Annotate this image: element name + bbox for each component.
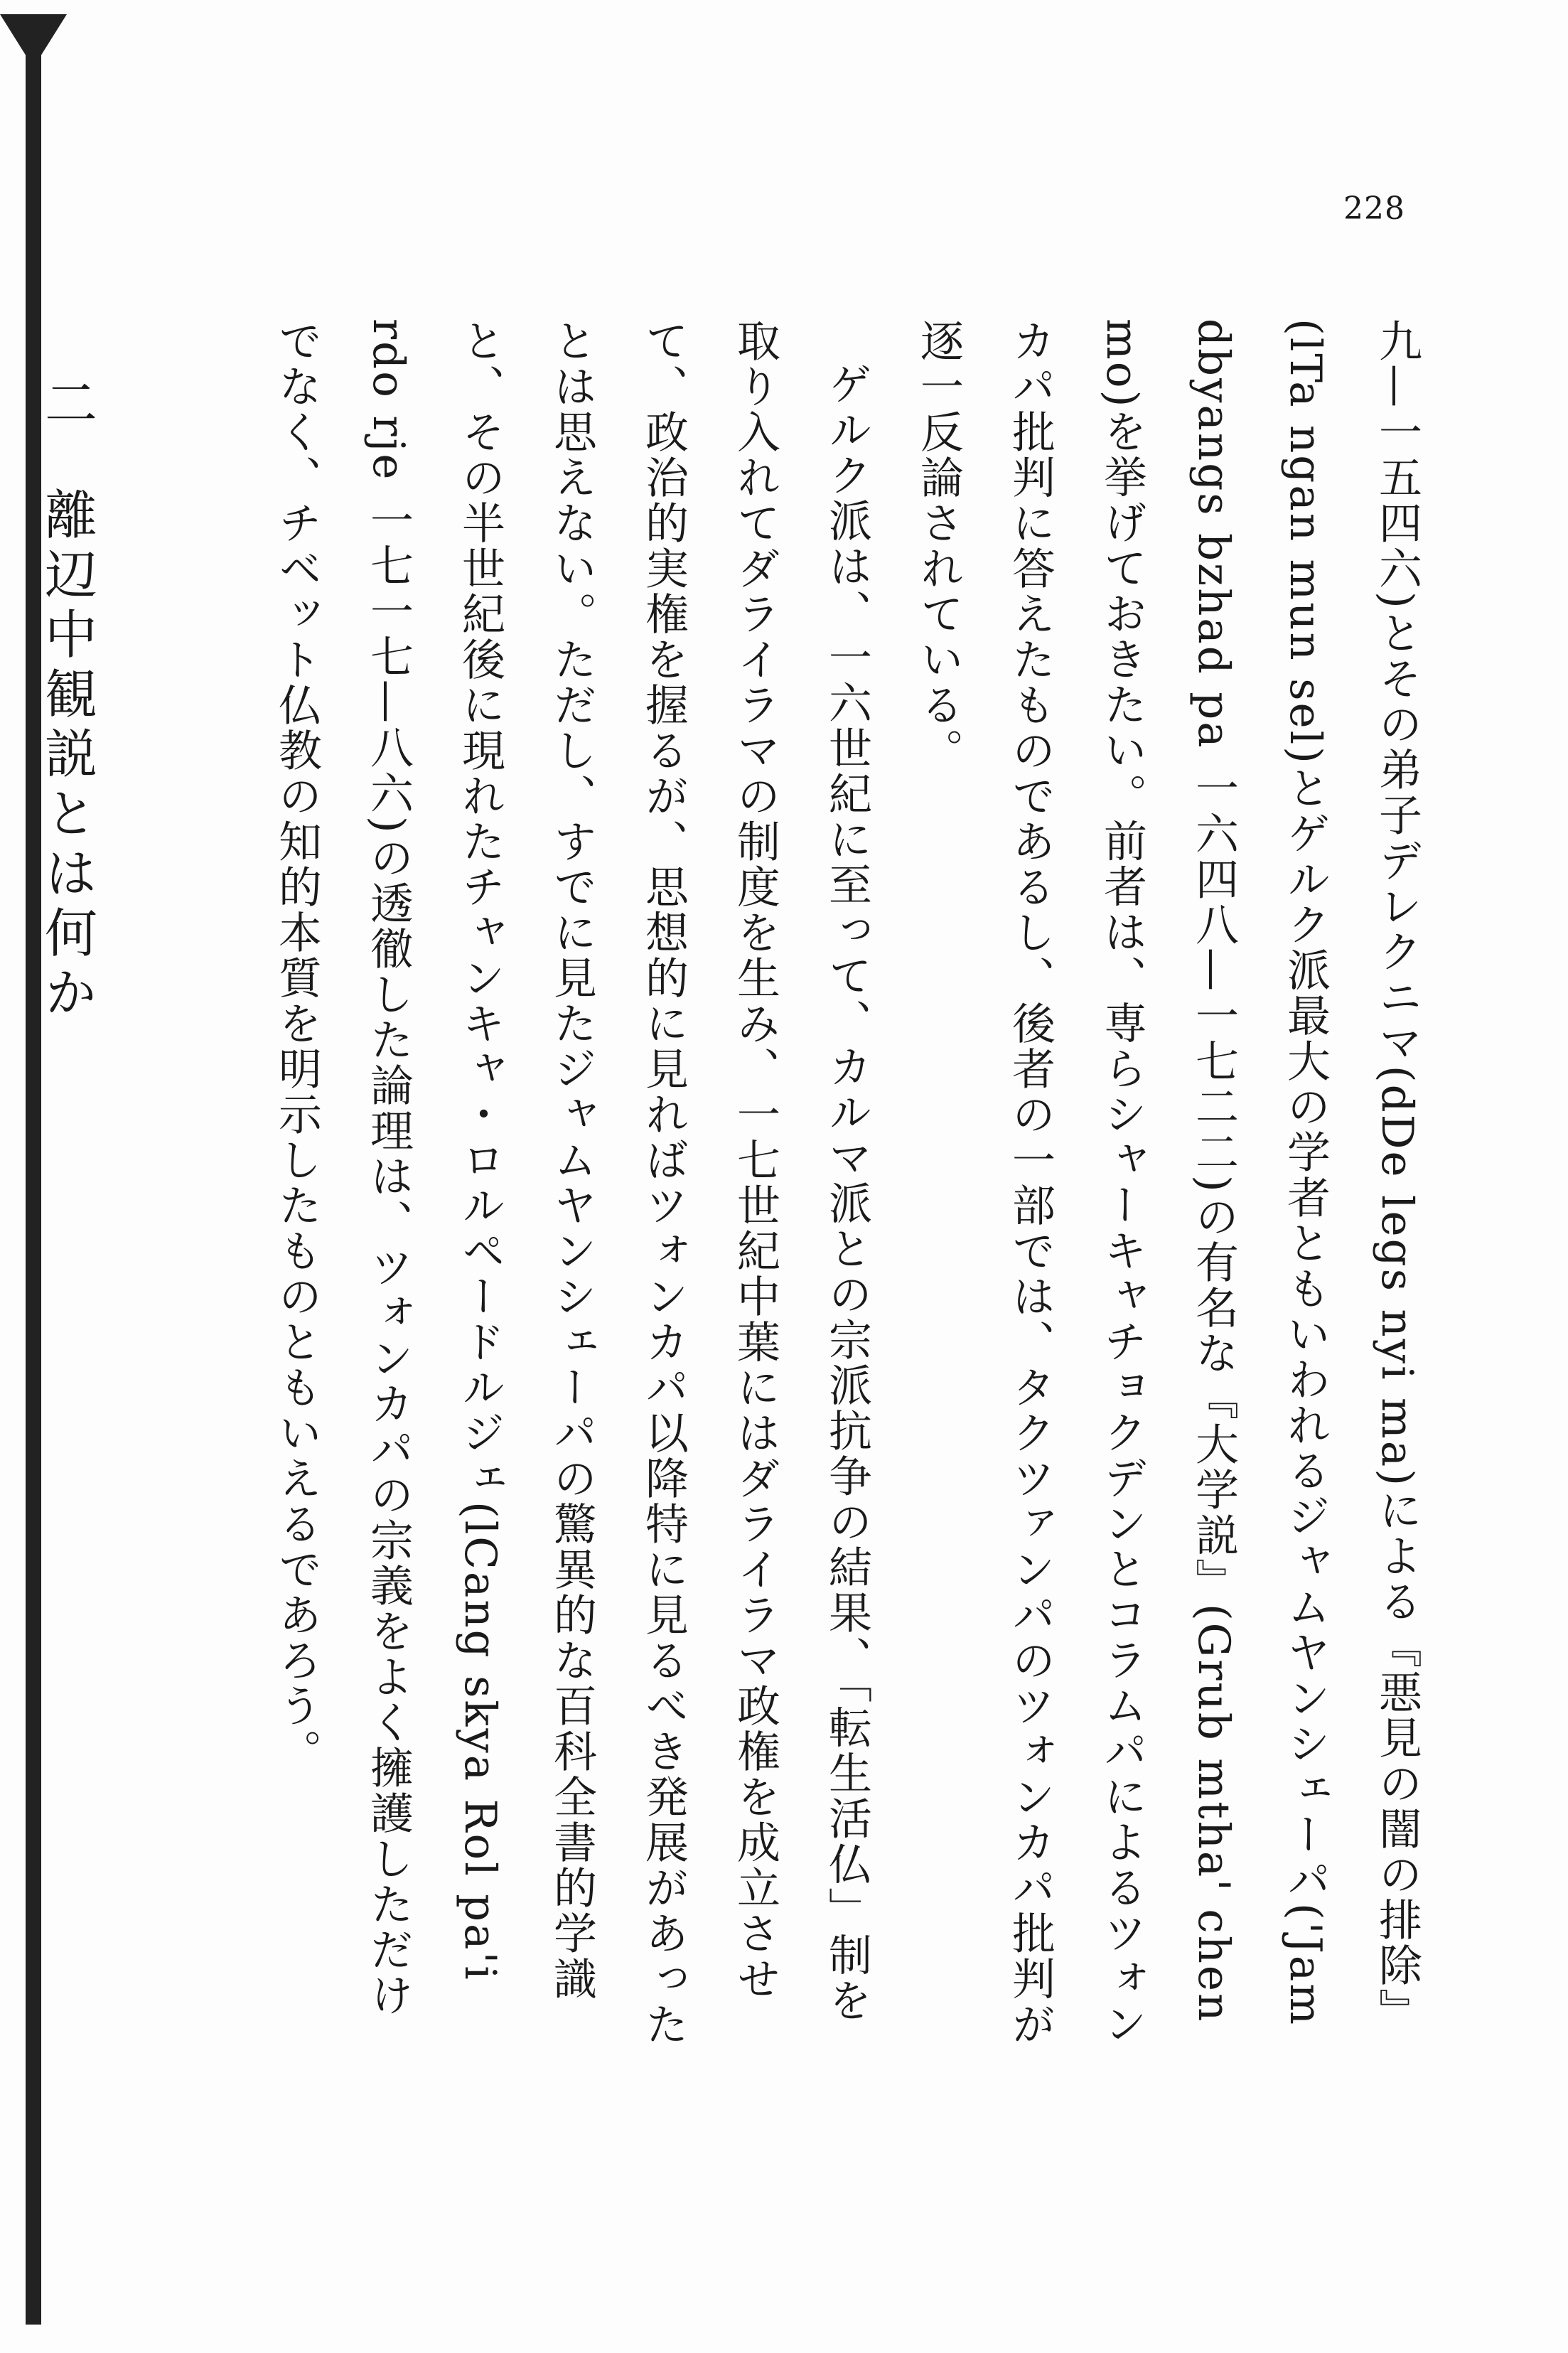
section-title: 離辺中観説とは何か bbox=[36, 487, 97, 1025]
paragraph-gelug: ゲルク派は、一六世紀に至って、カルマ派との宗派抗争の結果、「転生活仏」制を取り入れてダライラマの制度を生み、一七世紀中葉にはダライラマ政権を成立させて、政治的実権を握るが、思想的に見ればツォンカパ以降特に見るべき発展があったとは思えない。ただし、すでに見たジャムヤンシェーパの驚異的な百科全書的学識と、その半世紀後に現れたチャンキャ・ロルペードルジェ(lCang skya Rol pa'i rdo rje 一七一七—八六)の透徹した論理は、ツォンカパの宗義をよく擁護しただけでなく、チベット仏教の知的本質を明示したものともいえるであろう。 bbox=[272, 318, 872, 2047]
spacer bbox=[159, 318, 251, 2053]
paragraph-continued: 九—一五四六)とその弟子デレクニマ(dDe legs nyi ma)による『悪見の闇の排除』(lTa ngan mun sel)とゲルク派最大の学者ともいわれるジャムヤンシェーパ('Jam dbyangs bzhad pa 一六四八—一七二二)の有名な『大学説』(Grub mtha' chen mo)を挙げておきたい。前者は、専らシャーキャチョクデンとコラムパによるツォンカパ批判に答えたものであるし、後者の一部では、タクツァンパのツォンカパ批判が逐一反論されている。 bbox=[913, 318, 1422, 2047]
section-heading bbox=[0, 318, 159, 2053]
section-number: 二 bbox=[36, 375, 97, 435]
vertical-text-block bbox=[0, 318, 1443, 2053]
page-number: 228 bbox=[1343, 191, 1405, 227]
